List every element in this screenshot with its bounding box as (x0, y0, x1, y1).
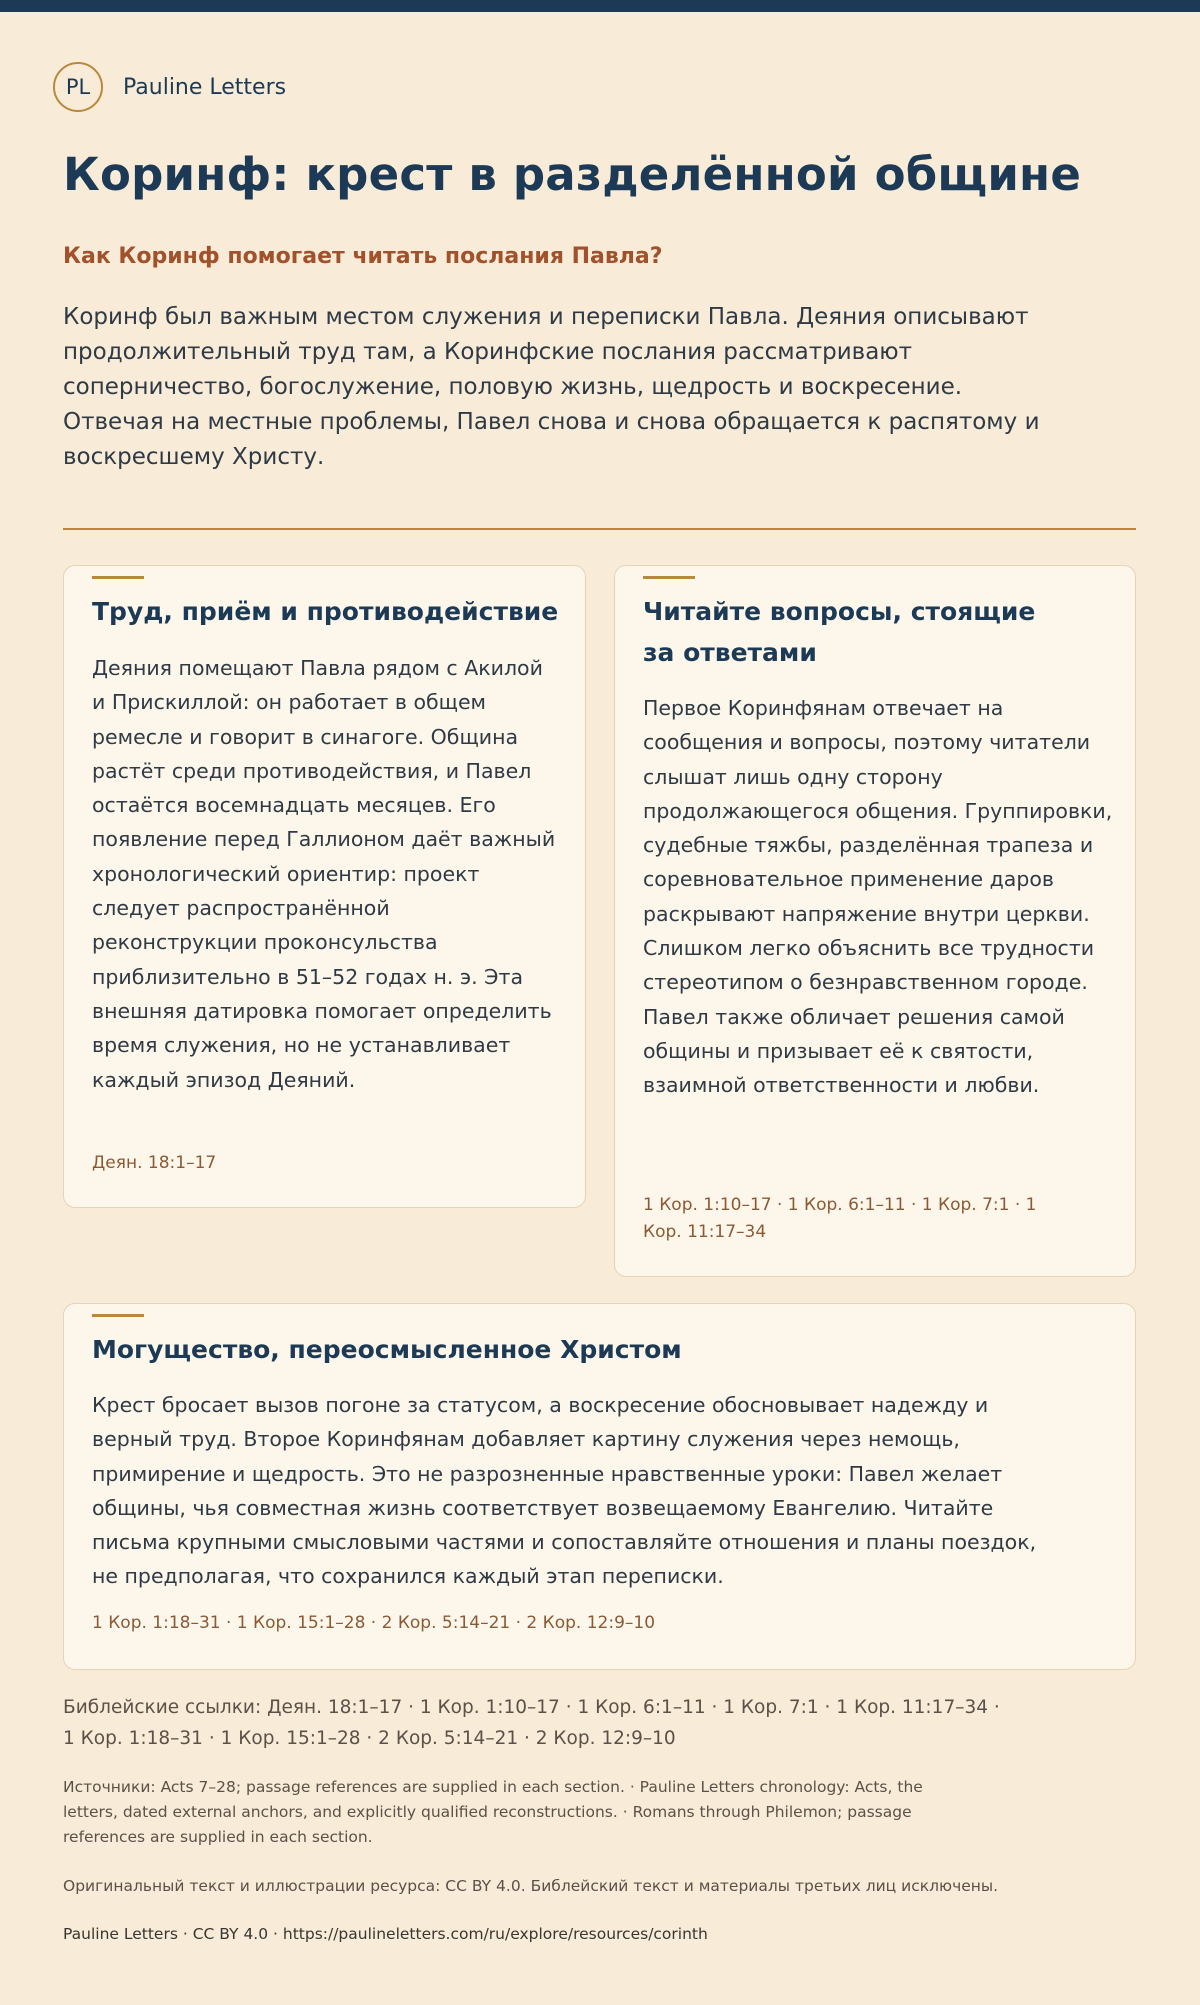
top-bar (0, 0, 1200, 12)
sources-note: Источники: Acts 7–28; passage references are supplied in each section. · Pauline Letters chronology: Acts, the letters, dated external anchors, and explicitly qualified reconstructions. · Romans through Philemon; passage references are supplied in each section. (63, 1778, 923, 1846)
page-title: Коринф: крест в разделённой общине (63, 148, 1082, 201)
section-refs: 1 Кор. 1:10–17 · 1 Кор. 6:1–11 · 1 Кор. 7:1 · 1 Кор. 11:17–34 (643, 1195, 1037, 1242)
brand[interactable] (53, 62, 286, 112)
page-subtitle: Как Коринф помогает читать послания Павла? (63, 244, 663, 269)
brand-logo: PL (53, 62, 103, 112)
card-accent (643, 576, 695, 579)
intro-paragraph: Коринф был важным местом служения и переписки Павла. Деяния описывают продолжительный труд там, а Коринфские послания рассматривают соперничество, богослужение, половую жизнь, щедрость и воскресение. Отвечая на местные проблемы, Павел снова и снова обращается к распятому и воскресшему Христу. (63, 304, 1040, 470)
section-refs: Деян. 18:1–17 (92, 1153, 217, 1173)
section-card-power (63, 1303, 1136, 1670)
section-body: Деяния помещают Павла рядом с Акилой и Прискиллой: он работает в общем ремесле и говорит в синагоге. Община растёт среди противодействия, и Павел остаётся восемнадцать месяцев. Его появление перед Галлионом даёт важный хронологический ориентир: проект следует распространённой реконструкции проконсульства приблизительно в 51–52 годах н. э. Эта внешняя датировка помогает определить время служения, но не устанавливает каждый эпизод Деяний. (92, 656, 556, 1092)
license-note: Оригинальный текст и иллюстрации ресурса: CC BY 4.0. Библейский текст и материалы третьих лиц исключены. (63, 1877, 999, 1895)
section-card-work (63, 565, 586, 1208)
section-title: Читайте вопросы, стоящие за ответами (643, 597, 1036, 667)
section-title: Труд, приём и противодействие (92, 597, 559, 626)
site-footer-link[interactable]: Pauline Letters · CC BY 4.0 · https://paulineletters.com/ru/explore/resources/corinth (63, 1925, 708, 1943)
card-accent (92, 576, 144, 579)
brand-name: Pauline Letters (123, 74, 287, 100)
bible-references: Библейские ссылки: Деян. 18:1–17 · 1 Кор. 1:10–17 · 1 Кор. 6:1–11 · 1 Кор. 7:1 · 1 Кор. 11:17–34 · 1 Кор. 1:18–31 · 1 Кор. 15:1–28 · 2 Кор. 5:14–21 · 2 Кор. 12:9–10 (63, 1697, 1000, 1749)
section-refs: 1 Кор. 1:18–31 · 1 Кор. 15:1–28 · 2 Кор. 5:14–21 · 2 Кор. 12:9–10 (92, 1613, 656, 1633)
card-accent (92, 1314, 144, 1317)
section-body: Крест бросает вызов погоне за статусом, а воскресение обосновывает надежду и верный труд. Второе Коринфянам добавляет картину служения через немощь, примирение и щедрость. Это не разрозненные нравственные уроки: Павел желает общины, чья совместная жизнь соответствует возвещаемому Евангелию. Читайте письма крупными смысловыми частями и сопоставляйте отношения и планы поездок, не предполагая, что сохранился каждый этап переписки. (92, 1393, 1037, 1589)
section-divider (63, 528, 1136, 530)
section-card-questions (614, 565, 1136, 1277)
section-body: Первое Коринфянам отвечает на сообщения и вопросы, поэтому читатели слышат лишь одну сторону продолжающегося общения. Группировки, судебные тяжбы, разделённая трапеза и соревновательное применение даров раскрывают напряжение внутри церкви. Слишком легко объяснить все трудности стереотипом о безнравственном городе. Павел также обличает решения самой общины и призывает её к святости, взаимной ответственности и любви. (643, 696, 1113, 1098)
section-title: Могущество, переосмысленное Христом (92, 1335, 682, 1364)
